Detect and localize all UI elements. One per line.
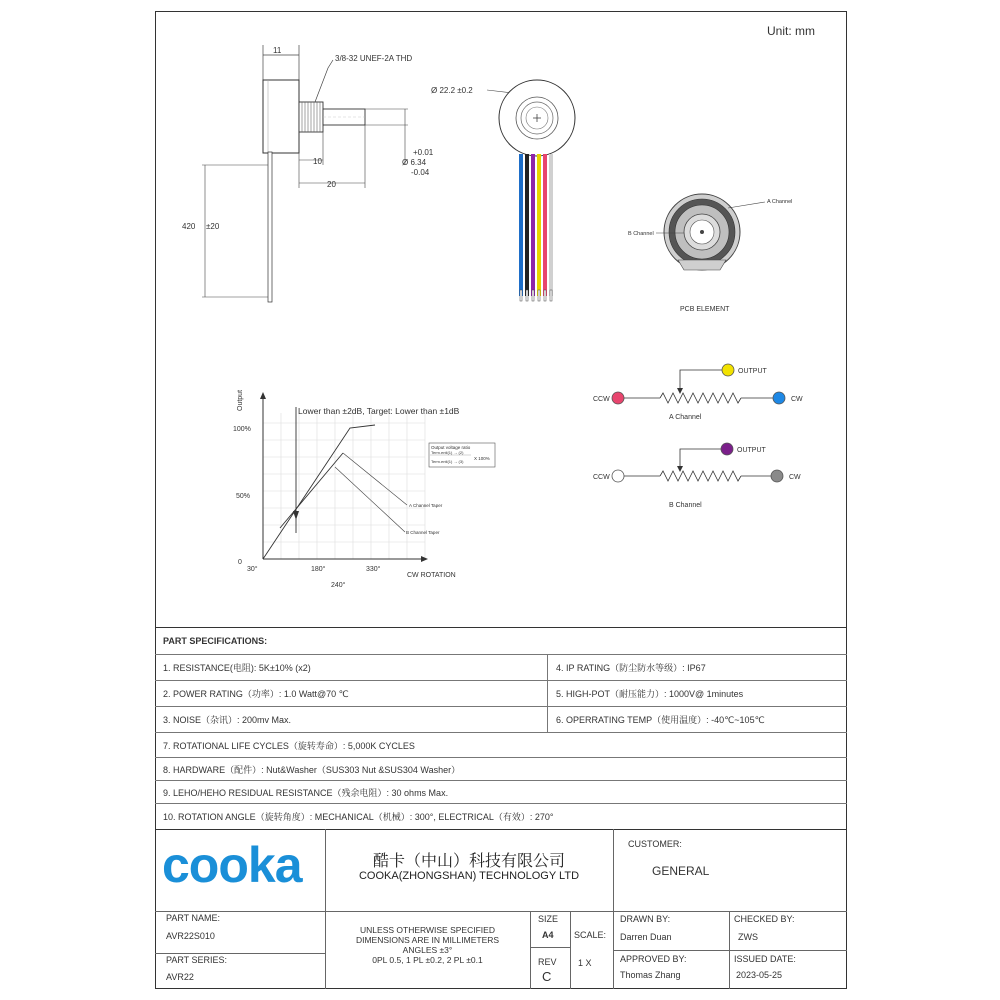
ccw-terminal-a <box>612 392 624 404</box>
ratio-box-mult: X 100% <box>474 456 490 461</box>
customer-value: GENERAL <box>652 864 710 878</box>
part-name-value: AVR22S010 <box>166 931 215 941</box>
size-label: SIZE <box>538 914 559 924</box>
part-series-value: AVR22 <box>166 972 194 982</box>
output-terminal-a <box>722 364 734 376</box>
company-name-en: COOKA(ZHONGSHAN) TECHNOLOGY LTD <box>358 870 580 882</box>
spec-noise: 3. NOISE（杂讯）: 200mv Max. <box>163 715 292 725</box>
a-channel-taper-line <box>263 425 375 559</box>
graph-grid <box>263 413 425 559</box>
approved-by-label: APPROVED BY: <box>620 954 687 964</box>
spec-resistance: 1. RESISTANCE(电阻): 5K±10% (x2) <box>163 663 311 673</box>
part-series-label: PART SERIES: <box>166 955 228 965</box>
x-tick-30: 30° <box>247 566 258 573</box>
front-view-drawing <box>425 70 590 310</box>
y-tick-100: 100% <box>233 426 251 433</box>
tolerance-line-2: DIMENSIONS ARE IN MILLIMETERS <box>355 935 500 945</box>
y-tick-0: 0 <box>238 559 242 566</box>
schematic-b-output: OUTPUT <box>737 447 766 454</box>
approved-by-value: Thomas Zhang <box>620 970 681 980</box>
y-tick-50: 50% <box>236 493 251 500</box>
tol-plus: +0.01 <box>413 148 434 157</box>
ratio-box-line2: Term.entl(1) → (3) <box>431 459 464 464</box>
rev-label: REV <box>538 957 557 967</box>
spec-rotation-angle: 10. ROTATION ANGLE（旋转角度）: MECHANICAL（机械）: 300°, ELECTRICAL（有效）: 270° <box>163 811 554 822</box>
rev-value: C <box>542 969 552 984</box>
dim-10: 10 <box>313 157 322 166</box>
schematic-a-output: OUTPUT <box>738 368 767 375</box>
drawn-by-label: DRAWN BY: <box>620 914 671 924</box>
issued-date-label: ISSUED DATE: <box>734 954 796 964</box>
spec-hardware: 8. HARDWARE（配件）: Nut&Washer（SUS303 Nut &SUS304 Washer） <box>163 764 461 775</box>
spec-power-rating: 2. POWER RATING（功率）: 1.0 Watt@70 ℃ <box>163 689 349 699</box>
ratio-box-line1: Term.entl(1) → (2) <box>431 450 464 455</box>
cw-terminal-b <box>771 470 783 482</box>
spec-residual-resistance: 9. LEHO/HEHO RESIDUAL RESISTANCE（残余电阻）: 30 ohms Max. <box>163 787 449 798</box>
tol-minus: -0.04 <box>411 168 430 177</box>
tolerance-line-1: UNLESS OTHERWISE SPECIFIED <box>360 925 495 935</box>
shaft-dia: Ø 6.34 <box>402 158 427 167</box>
schematic-a-name: A Channel <box>669 414 702 421</box>
dim-11: 11 <box>273 46 282 55</box>
specs-header: PART SPECIFICATIONS: <box>163 636 268 646</box>
x-sub-label: 240° <box>331 582 346 589</box>
schematic-b-cw: CW <box>789 474 801 481</box>
pcb-title: PCB ELEMENT <box>680 306 730 313</box>
checked-by-label: CHECKED BY: <box>734 914 795 924</box>
schematic-a-ccw: CCW <box>593 396 610 403</box>
scale-label: SCALE: <box>574 930 607 940</box>
thread-label: 3/8-32 UNEF-2A THD <box>335 54 413 63</box>
spec-life-cycles: 7. ROTATIONAL LIFE CYCLES（旋转寿命）: 5,000K CYCLES <box>163 740 415 751</box>
ratio-box-title: Output voltage ratio <box>431 445 471 450</box>
tolerance-notes <box>325 925 530 965</box>
schematic-b <box>585 436 815 512</box>
dim-420: 420 <box>182 222 196 231</box>
output-terminal-b <box>721 443 733 455</box>
taper-graph <box>225 383 515 598</box>
schematic-b-ccw: CCW <box>593 474 610 481</box>
cooka-logo: cooka <box>162 837 302 893</box>
schematic-a-cw: CW <box>791 396 803 403</box>
ccw-terminal-b <box>612 470 624 482</box>
scale-value: 1 X <box>578 958 592 968</box>
cw-terminal-a <box>773 392 785 404</box>
tol-420: ±20 <box>206 222 220 231</box>
tolerance-line-4: 0PL 0.5, 1 PL ±0.2, 2 PL ±0.1 <box>372 955 483 965</box>
tolerance-line-3: ANGLES ±3° <box>402 945 453 955</box>
body-dia: Ø 22.2 ±0.2 <box>431 86 473 95</box>
issued-date-value: 2023-05-25 <box>736 970 783 980</box>
drawn-by-value: Darren Duan <box>620 932 672 942</box>
tolerance-annotation: Lower than ±2dB, Target: Lower than ±1dB <box>298 406 460 416</box>
schematic-a <box>585 358 815 428</box>
unit-label: Unit: mm <box>767 24 815 38</box>
x-tick-330: 330° <box>366 566 381 573</box>
y-axis-label: Output <box>237 389 244 411</box>
pcb-a-channel: A Channel <box>767 199 793 205</box>
pcb-b-channel: B Channel <box>628 231 654 237</box>
pcb-element <box>620 190 830 320</box>
spec-ip-rating: 4. IP RATING（防尘防水等级）: IP67 <box>547 655 847 680</box>
checked-by-value: ZWS <box>738 932 758 942</box>
dim-20: 20 <box>327 180 336 189</box>
size-value: A4 <box>542 930 554 940</box>
x-tick-180: 180° <box>311 566 326 573</box>
b-taper-label: B Channel Taper <box>406 530 440 535</box>
company-name-cn: 酷卡（中山）科技有限公司 <box>372 853 565 870</box>
part-name-label: PART NAME: <box>166 913 221 923</box>
customer-label: CUSTOMER: <box>628 839 682 849</box>
spec-high-pot: 5. HIGH-POT（耐压能力）: 1000V@ 1minutes <box>547 681 847 706</box>
x-axis-label: CW ROTATION <box>407 572 456 579</box>
a-taper-label: A Channel Taper <box>409 503 443 508</box>
wire-bundle <box>519 154 553 301</box>
schematic-b-name: B Channel <box>669 502 702 509</box>
spec-operating-temp: 6. OPERRATING TEMP（使用温度）: -40℃~105℃ <box>547 707 847 732</box>
